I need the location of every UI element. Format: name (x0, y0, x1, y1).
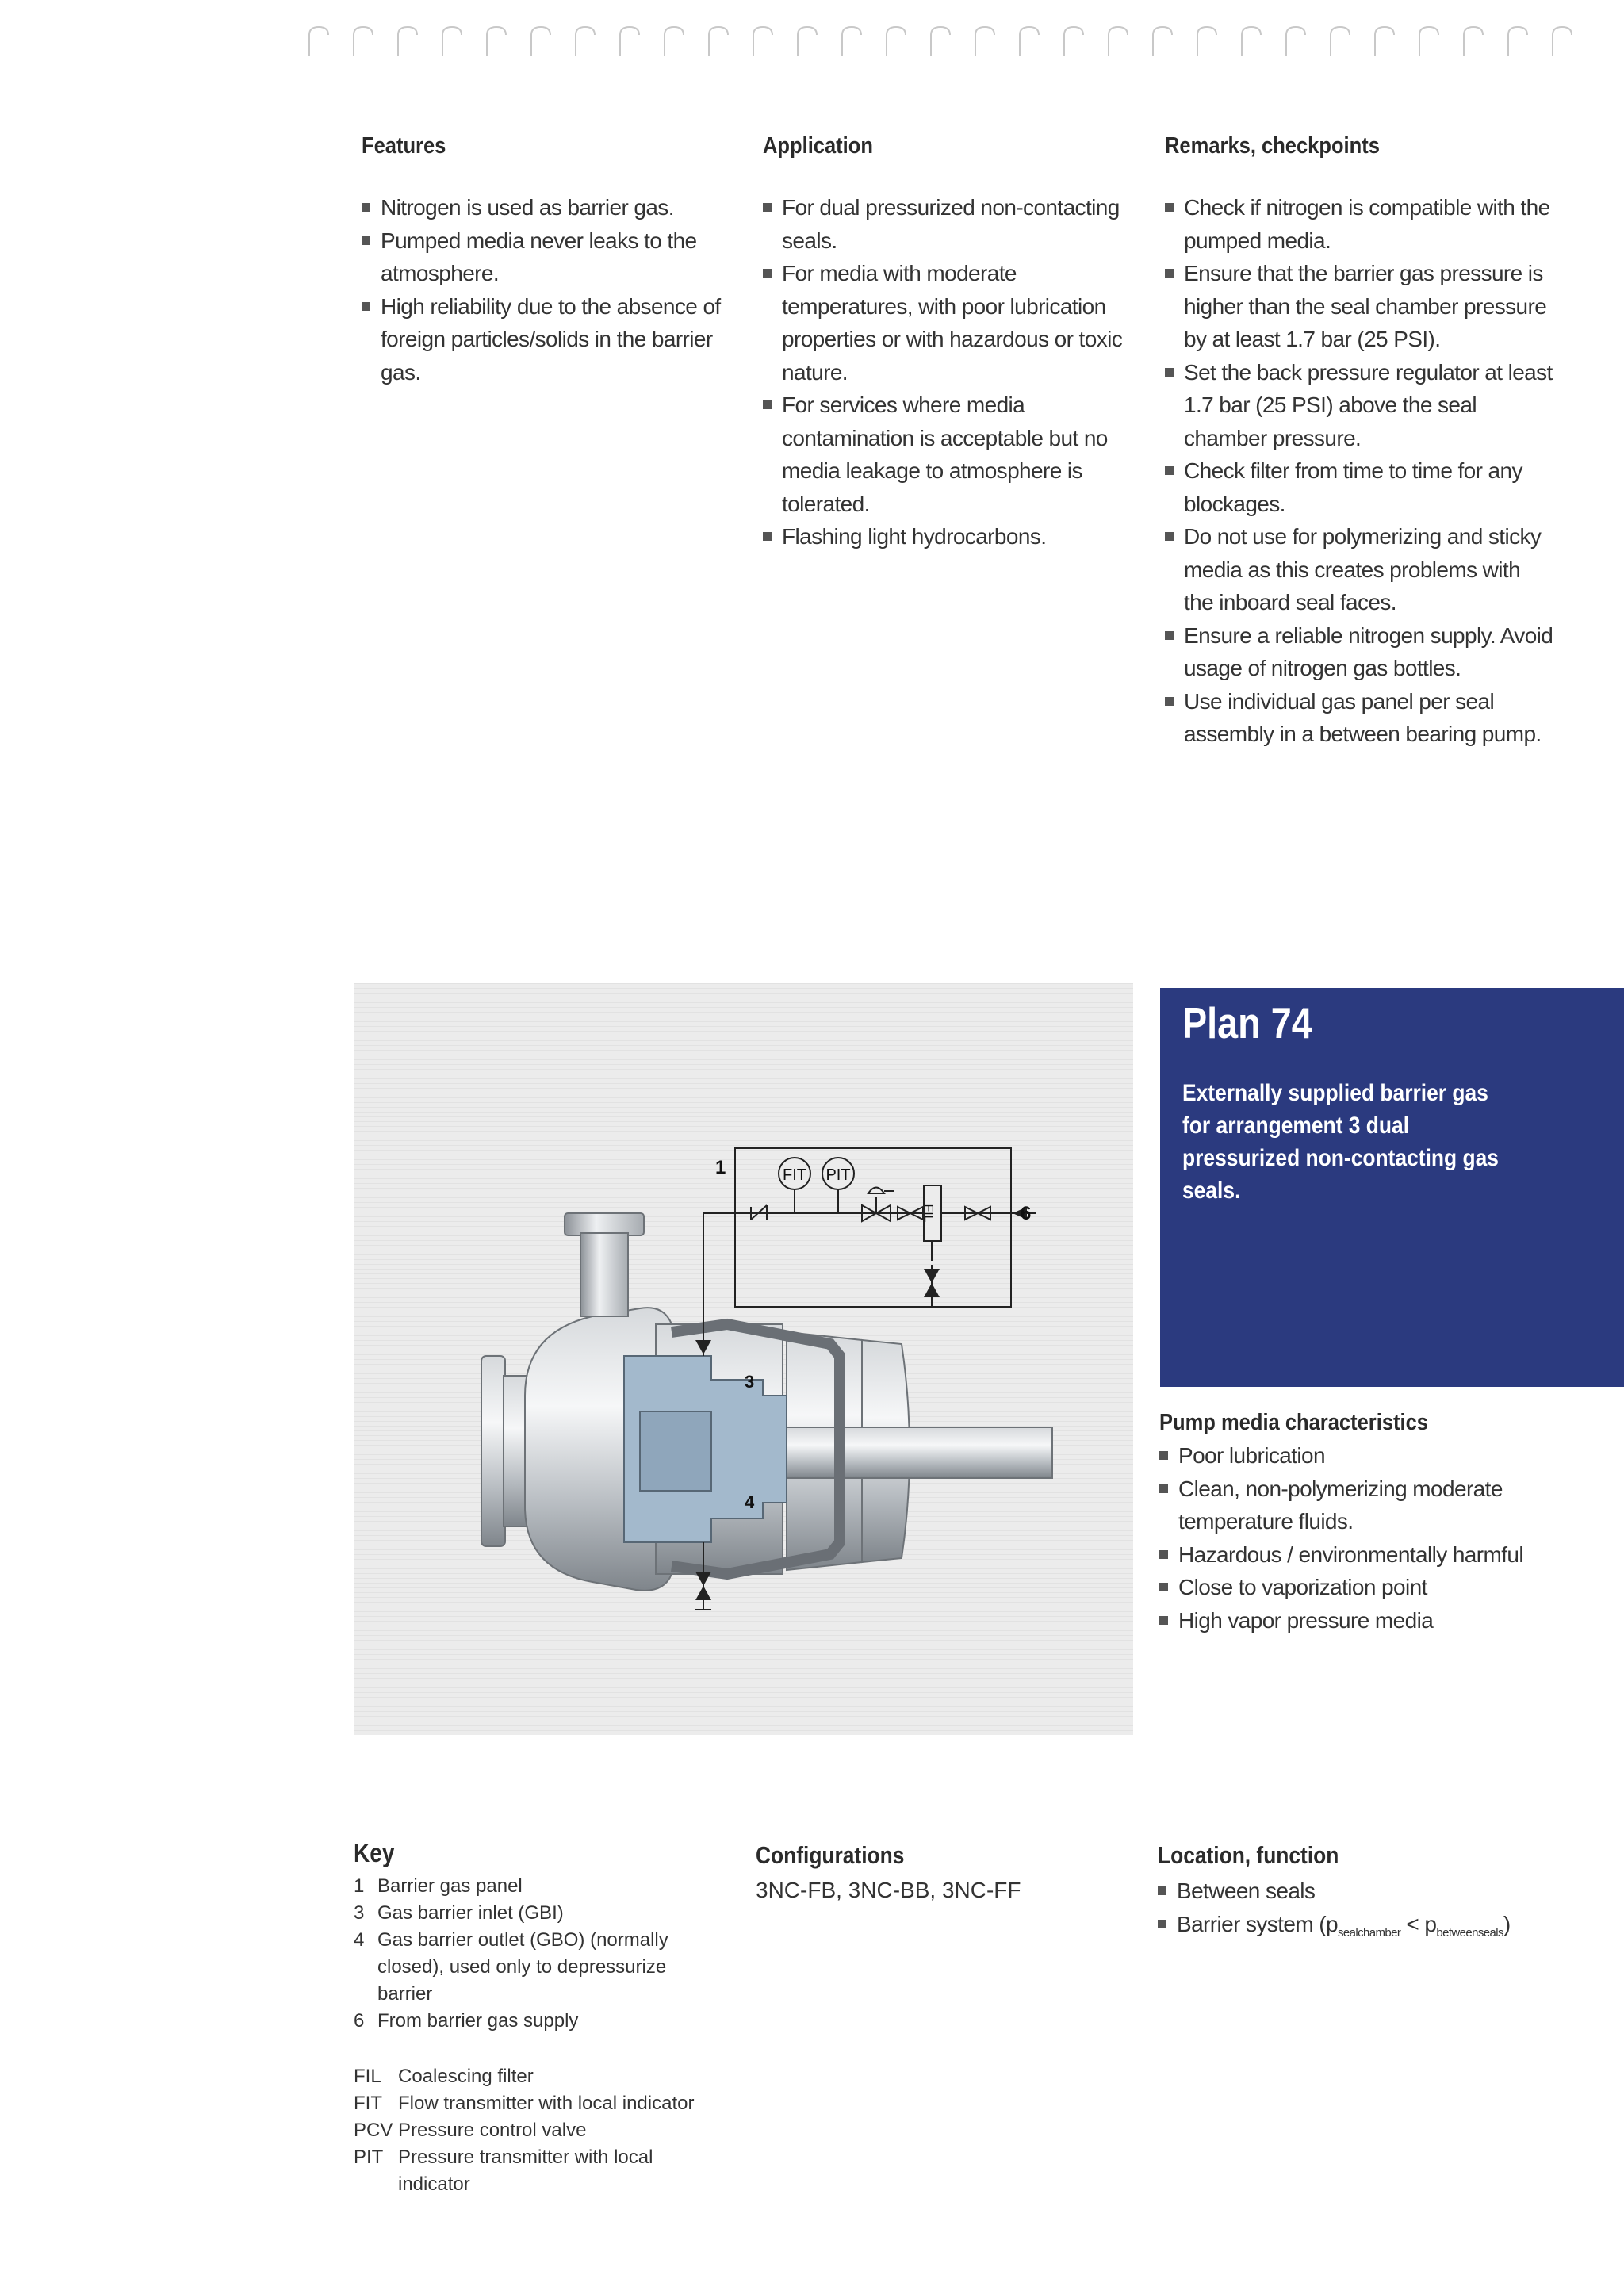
list-item: Barrier system $(p_{sealchamber} < p_{betweenseals})$ (1158, 1908, 1570, 1950)
list-item: High reliability due to the absence of foreign particles/solids in the barrier gas. (362, 290, 742, 389)
list-item: Ensure a reliable nitrogen supply. Avoid usage of nitrogen gas bottles. (1165, 619, 1553, 685)
bullet-icon (763, 532, 772, 541)
bullet-icon (1165, 697, 1174, 706)
bullet-icon (362, 302, 370, 311)
bullet-icon (1159, 1451, 1168, 1460)
list-item: Do not use for polymerizing and sticky media as this creates problems with the inboard seal faces. (1165, 520, 1553, 619)
list-item: Set the back pressure regulator at least 1.7 bar (25 PSI) above the seal chamber pressure. (1165, 356, 1553, 455)
features-section (362, 133, 742, 389)
pump-diagram (354, 983, 1133, 1735)
key-item: 6 From barrier gas supply (354, 2010, 579, 2032)
bullet-icon (1159, 1616, 1168, 1625)
list-item: Poor lubrication (1159, 1439, 1540, 1473)
bullet-icon (1159, 1550, 1168, 1559)
features-list (362, 191, 742, 389)
abbreviation-item: PIT Pressure transmitter with local indicator (354, 2147, 653, 2195)
pump-media-heading: Pump media characteristics (1159, 1410, 1429, 1435)
list-item: Between seals (1158, 1875, 1570, 1908)
list-item: Pumped media never leaks to the atmosphere. (362, 224, 742, 290)
label-4: 4 (745, 1492, 755, 1512)
configurations-section (756, 1841, 1128, 1906)
location-heading: Location, function (1158, 1841, 1339, 1869)
label-6: 6 (1021, 1203, 1032, 1224)
list-item: Flashing light hydrocarbons. (763, 520, 1147, 553)
location-section (1158, 1841, 1570, 1949)
list-item: Use individual gas panel per seal assembly in a between bearing pump. (1165, 685, 1553, 751)
bullet-icon (1158, 1920, 1166, 1928)
remarks-section (1165, 133, 1553, 751)
abbreviation-item: FIT Flow transmitter with local indicator (354, 2093, 695, 2114)
configurations-value: 3NC-FB, 3NC-BB, 3NC-FF (756, 1878, 1021, 1902)
configurations-heading: Configurations (756, 1841, 905, 1869)
bullet-icon (1159, 1583, 1168, 1591)
pump-shaft (783, 1427, 1052, 1478)
plan-subtitle: Externally supplied barrier gas for arrangement 3 dual pressurized non-contacting gas seals. (1182, 1080, 1499, 1204)
application-heading: Application (763, 133, 873, 159)
label-3: 3 (745, 1372, 755, 1392)
key-item: 3 Gas barrier inlet (GBI) (354, 1902, 564, 1924)
application-list (763, 191, 1147, 553)
remarks-list (1165, 191, 1553, 751)
label-1: 1 (715, 1157, 726, 1178)
plan-panel (1160, 988, 1624, 1387)
key-section (354, 1838, 726, 2198)
list-item: Nitrogen is used as barrier gas. (362, 191, 742, 224)
bullet-icon (362, 203, 370, 212)
list-item: Check filter from time to time for any blockages. (1165, 454, 1553, 520)
bullet-icon (763, 400, 772, 409)
abbreviation-item: FIL Coalescing filter (354, 2066, 534, 2087)
bullet-icon (1158, 1886, 1166, 1895)
filter-fil (921, 1185, 941, 1241)
list-item: For media with moderate temperatures, with poor lubrication properties or with hazardous or toxic nature. (763, 257, 1147, 389)
list-item: Hazardous / environmentally harmful (1159, 1538, 1540, 1572)
fit-instrument (779, 1158, 810, 1189)
pit-instrument (822, 1158, 854, 1189)
bullet-icon (763, 269, 772, 278)
abbreviation-item: PCV Pressure control valve (354, 2120, 587, 2141)
remarks-heading: Remarks, checkpoints (1165, 133, 1380, 159)
list-item: Check if nitrogen is compatible with the pumped media. (1165, 191, 1553, 257)
bullet-icon (763, 203, 772, 212)
list-item: Ensure that the barrier gas pressure is higher than the seal chamber pressure by at least 1.7 bar (25 PSI). (1165, 257, 1553, 356)
pump-media-list (1159, 1439, 1540, 1637)
list-item: Clean, non-polymerizing moderate temperature fluids. (1159, 1473, 1540, 1538)
bullet-icon (362, 236, 370, 245)
list-item: Close to vaporization point (1159, 1571, 1540, 1604)
bullet-icon (1165, 203, 1174, 212)
bullet-icon (1165, 466, 1174, 475)
location-list (1158, 1875, 1570, 1949)
pump-media-section (1159, 1410, 1540, 1637)
suction-flange (481, 1356, 527, 1546)
list-item: For dual pressurized non-contacting seals. (763, 191, 1147, 257)
binder-holes (301, 24, 1602, 59)
application-section (763, 133, 1147, 553)
bullet-icon (1159, 1484, 1168, 1493)
key-item: 1 Barrier gas panel (354, 1875, 523, 1897)
list-item: High vapor pressure media (1159, 1604, 1540, 1637)
fil-label: FIL (921, 1204, 935, 1223)
pit-label: PIT (825, 1166, 851, 1184)
list-item: For services where media contamination is acceptable but no media leakage to atmosphere is tolerated. (763, 389, 1147, 520)
plan-title: Plan 74 (1182, 998, 1312, 1047)
bullet-icon (1165, 368, 1174, 377)
features-heading: Features (362, 133, 446, 159)
key-item: 4 Gas barrier outlet (GBO) (normally closed), used only to depressurize barrier (354, 1929, 668, 2005)
seal-inner-face (640, 1411, 711, 1491)
bullet-icon (1165, 532, 1174, 541)
key-heading: Key (354, 1838, 395, 1867)
fit-label: FIT (783, 1166, 806, 1184)
bullet-icon (1165, 269, 1174, 278)
bullet-icon (1165, 631, 1174, 640)
